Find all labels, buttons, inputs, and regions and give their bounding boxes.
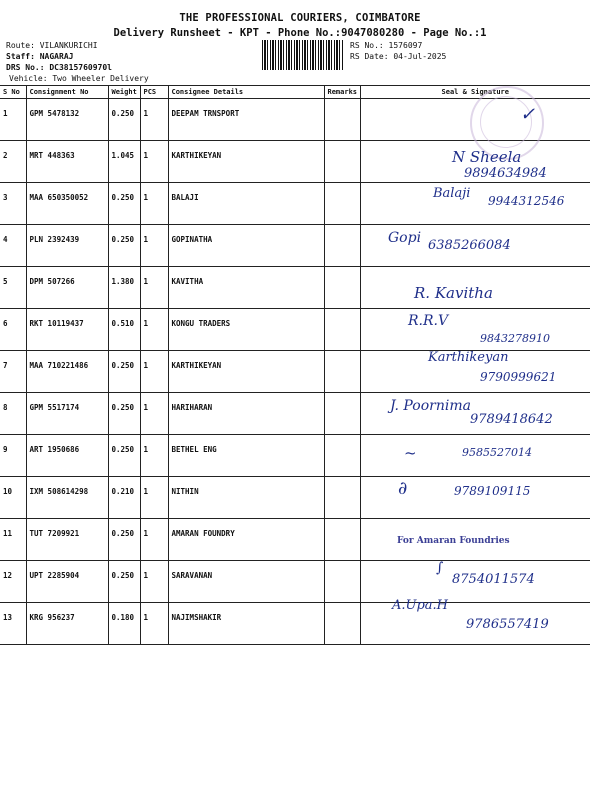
row-consignment-no: RKT 10119437 [26, 309, 108, 351]
row-weight: 0.250 [108, 561, 140, 603]
vehicle-label: Vehicle: [9, 74, 48, 83]
drs-line [6, 63, 112, 72]
signature-row-10-phone: 9789109115 [454, 484, 531, 498]
row-consignee: KAVITHA [168, 267, 324, 309]
row-remarks [324, 519, 360, 561]
route-value: VILANKURICHI [39, 41, 98, 50]
row-remarks [324, 477, 360, 519]
row-sno: 13 [0, 603, 26, 645]
row-weight: 0.250 [108, 435, 140, 477]
row-weight: 0.250 [108, 225, 140, 267]
route-label: Route: [6, 41, 35, 50]
row-pcs: 1 [140, 309, 168, 351]
row-sno: 6 [0, 309, 26, 351]
row-signature [360, 309, 590, 351]
signature-row-9-phone: 9585527014 [462, 446, 532, 459]
row-consignment-no: GPM 5517174 [26, 393, 108, 435]
row-pcs: 1 [140, 603, 168, 645]
row-pcs: 1 [140, 393, 168, 435]
staff-value: NAGARAJ [39, 52, 74, 61]
row-sno: 5 [0, 267, 26, 309]
signature-row-4-name: Gopi [388, 230, 422, 246]
rs-no-label: RS No.: [350, 41, 384, 50]
vehicle-line [9, 74, 149, 83]
row-remarks [324, 225, 360, 267]
row-weight: 0.250 [108, 351, 140, 393]
row-remarks [324, 435, 360, 477]
row-consignee: KONGU TRADERS [168, 309, 324, 351]
row-consignee: DEEPAM TRNSPORT [168, 99, 324, 141]
signature-row-13-phone: 9786557419 [466, 617, 549, 632]
row-pcs: 1 [140, 267, 168, 309]
col-remarks-header: Remarks [324, 86, 360, 99]
row-sno: 4 [0, 225, 26, 267]
row-consignee: GOPINATHA [168, 225, 324, 267]
row-consignee: BETHEL ENG [168, 435, 324, 477]
signature-row-6-name: R.R.V [408, 313, 449, 329]
row-pcs: 1 [140, 351, 168, 393]
row-pcs: 1 [140, 99, 168, 141]
row-pcs: 1 [140, 141, 168, 183]
row-consignment-no: MAA 650350052 [26, 183, 108, 225]
row-sno: 8 [0, 393, 26, 435]
row-pcs: 1 [140, 561, 168, 603]
row-pcs: 1 [140, 183, 168, 225]
signature-row-7-phone: 9790999621 [480, 370, 557, 384]
row-weight: 0.510 [108, 309, 140, 351]
row-consignee: NAJIMSHAKIR [168, 603, 324, 645]
signature-row-9-mark: ~ [404, 444, 417, 462]
row-sno: 9 [0, 435, 26, 477]
table-row [0, 267, 590, 309]
row-pcs: 1 [140, 225, 168, 267]
signature-row-10-mark: ∂ [398, 478, 408, 499]
signature-row-1: ✓ [520, 104, 536, 125]
row-pcs: 1 [140, 519, 168, 561]
col-sno-header: S No [0, 86, 26, 99]
row-sno: 12 [0, 561, 26, 603]
col-signature-header: Seal & Signature [360, 86, 590, 99]
signature-row-8-name: J. Poornima [390, 398, 471, 414]
row-remarks [324, 309, 360, 351]
row-consignee: SARAVANAN [168, 561, 324, 603]
signature-row-2-name: N Sheela [452, 148, 522, 166]
row-consignment-no: ART 1950686 [26, 435, 108, 477]
row-consignment-no: MRT 448363 [26, 141, 108, 183]
row-remarks [324, 267, 360, 309]
row-consignee: AMARAN FOUNDRY [168, 519, 324, 561]
row-sno: 7 [0, 351, 26, 393]
signature-row-3-name: Balaji [433, 186, 471, 201]
row-consignment-no: TUT 7209921 [26, 519, 108, 561]
company-seal-row-11: For Amaran Foundries [397, 536, 510, 546]
row-consignee: BALAJI [168, 183, 324, 225]
rs-date-label: RS Date: [350, 52, 389, 61]
route-line [6, 41, 98, 50]
signature-row-12-phone: 8754011574 [452, 572, 535, 587]
row-pcs: 1 [140, 477, 168, 519]
col-weight-header: Weight [108, 86, 140, 99]
row-weight: 0.250 [108, 393, 140, 435]
signature-row-6-phone: 9843278910 [480, 332, 550, 345]
row-consignment-no: KRG 956237 [26, 603, 108, 645]
rs-no-value: 1576097 [388, 41, 423, 50]
signature-row-2-phone: 9894634984 [464, 166, 547, 181]
row-pcs: 1 [140, 435, 168, 477]
barcode-image [262, 40, 344, 70]
row-remarks [324, 603, 360, 645]
company-title: THE PROFESSIONAL COURIERS, COIMBATORE [179, 12, 421, 24]
drs-value: DC3815760970l [49, 63, 112, 72]
staff-line [6, 52, 73, 61]
row-remarks [324, 393, 360, 435]
rs-date-value: 04-Jul-2025 [393, 52, 447, 61]
signature-row-7-name: Karthikeyan [428, 350, 509, 365]
signature-row-3-phone: 9944312546 [488, 194, 565, 208]
row-consignment-no: IXM 508614298 [26, 477, 108, 519]
row-weight: 0.250 [108, 99, 140, 141]
row-weight: 0.180 [108, 603, 140, 645]
row-consignment-no: UPT 2285904 [26, 561, 108, 603]
row-consignment-no: MAA 710221486 [26, 351, 108, 393]
row-remarks [324, 99, 360, 141]
row-weight: 0.210 [108, 477, 140, 519]
row-consignee: KARTHIKEYAN [168, 351, 324, 393]
staff-label: Staff: [6, 52, 35, 61]
row-remarks [324, 561, 360, 603]
row-sno: 10 [0, 477, 26, 519]
row-weight: 0.250 [108, 519, 140, 561]
rs-no-line [350, 41, 422, 50]
row-sno: 3 [0, 183, 26, 225]
row-consignment-no: PLN 2392439 [26, 225, 108, 267]
runsheet-subtitle: Delivery Runsheet - KPT - Phone No.:9047080280 - Page No.:1 [113, 27, 487, 39]
signature-row-13-name: A.Upa.H [392, 598, 449, 613]
col-consignee-header: Consignee Details [168, 86, 324, 99]
rs-date-line [350, 52, 446, 61]
row-consignee: KARTHIKEYAN [168, 141, 324, 183]
row-consignee: HARIHARAN [168, 393, 324, 435]
row-remarks [324, 183, 360, 225]
row-sno: 1 [0, 99, 26, 141]
signature-row-4-phone: 6385266084 [428, 238, 511, 253]
col-consignment-header: Consignment No [26, 86, 108, 99]
row-weight: 0.250 [108, 183, 140, 225]
row-weight: 1.045 [108, 141, 140, 183]
row-sno: 2 [0, 141, 26, 183]
row-remarks [324, 141, 360, 183]
row-consignment-no: DPM 507266 [26, 267, 108, 309]
signature-row-12-mark: ∫ [436, 560, 444, 576]
drs-label: DRS No.: [6, 63, 45, 72]
row-consignee: NITHIN [168, 477, 324, 519]
row-remarks [324, 351, 360, 393]
vehicle-value: Two Wheeler Delivery [52, 74, 149, 83]
row-sno: 11 [0, 519, 26, 561]
row-weight: 1.380 [108, 267, 140, 309]
row-consignment-no: GPM 5478132 [26, 99, 108, 141]
signature-row-8-phone: 9789418642 [470, 412, 553, 427]
signature-row-5-name: R. Kavitha [414, 284, 493, 302]
col-pcs-header: PCS [140, 86, 168, 99]
